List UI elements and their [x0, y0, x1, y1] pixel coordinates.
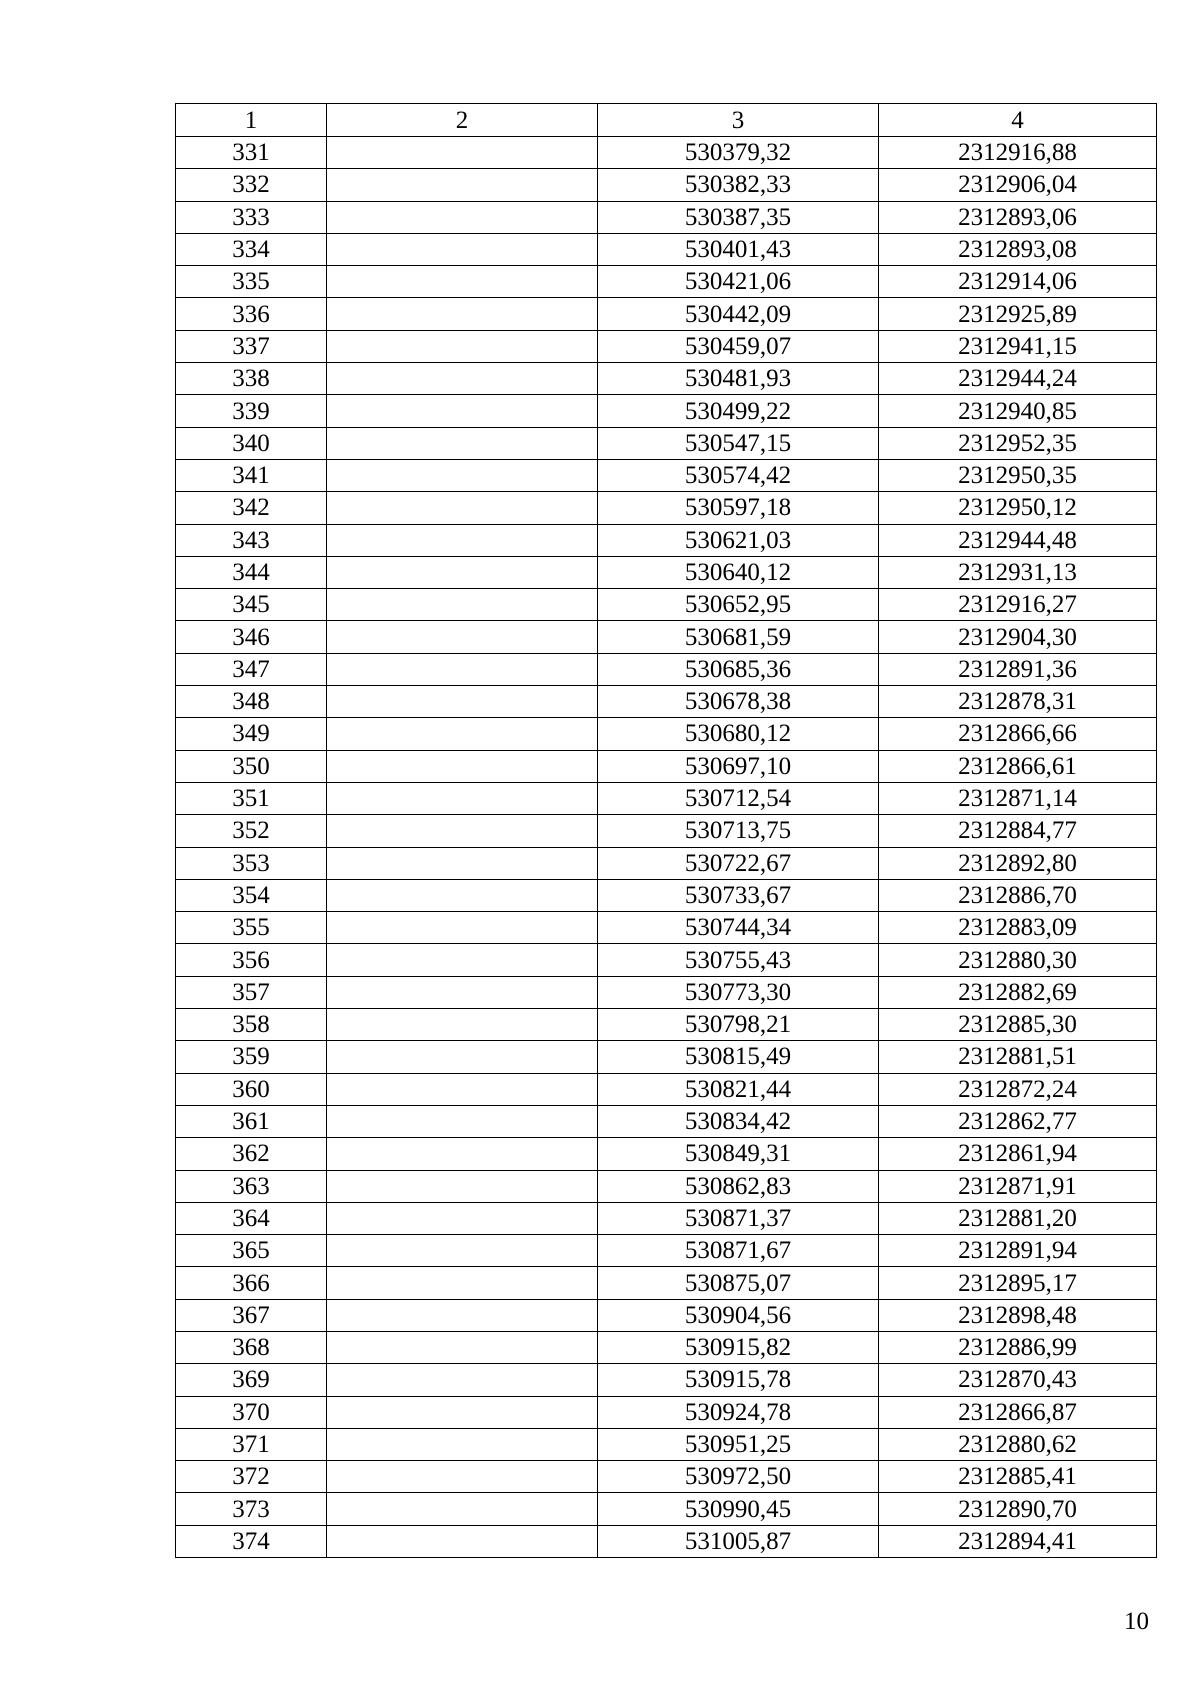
point-number-cell: 369	[176, 1364, 327, 1396]
blank-cell	[327, 879, 598, 911]
y-coordinate-cell: 2312880,62	[879, 1428, 1157, 1460]
column-header-4: 4	[879, 104, 1157, 137]
x-coordinate-cell: 530798,21	[598, 1009, 879, 1041]
blank-cell	[327, 1202, 598, 1234]
table-row	[176, 169, 1157, 201]
blank-cell	[327, 1041, 598, 1073]
point-number-cell: 338	[176, 363, 327, 395]
x-coordinate-cell: 530681,59	[598, 621, 879, 653]
x-coordinate-cell: 530733,67	[598, 879, 879, 911]
point-number-cell: 341	[176, 459, 327, 491]
x-coordinate-cell: 530574,42	[598, 459, 879, 491]
y-coordinate-cell: 2312940,85	[879, 395, 1157, 427]
table-row	[176, 621, 1157, 653]
table-body	[176, 137, 1157, 1558]
table-row	[176, 1461, 1157, 1493]
table-row	[176, 524, 1157, 556]
point-number-cell: 349	[176, 718, 327, 750]
y-coordinate-cell: 2312878,31	[879, 686, 1157, 718]
blank-cell	[327, 1073, 598, 1105]
y-coordinate-cell: 2312941,15	[879, 330, 1157, 362]
blank-cell	[327, 686, 598, 718]
table-row	[176, 847, 1157, 879]
x-coordinate-cell: 530862,83	[598, 1170, 879, 1202]
y-coordinate-cell: 2312895,17	[879, 1267, 1157, 1299]
point-number-cell: 354	[176, 879, 327, 911]
y-coordinate-cell: 2312894,41	[879, 1525, 1157, 1557]
x-coordinate-cell: 530834,42	[598, 1105, 879, 1137]
table-row	[176, 718, 1157, 750]
point-number-cell: 361	[176, 1105, 327, 1137]
y-coordinate-cell: 2312885,30	[879, 1009, 1157, 1041]
blank-cell	[327, 1396, 598, 1428]
blank-cell	[327, 201, 598, 233]
y-coordinate-cell: 2312866,61	[879, 750, 1157, 782]
point-number-cell: 345	[176, 589, 327, 621]
table-row	[176, 944, 1157, 976]
table-row	[176, 492, 1157, 524]
column-header-3: 3	[598, 104, 879, 137]
blank-cell	[327, 653, 598, 685]
table-row	[176, 363, 1157, 395]
x-coordinate-cell: 530621,03	[598, 524, 879, 556]
blank-cell	[327, 912, 598, 944]
x-coordinate-cell: 530972,50	[598, 1461, 879, 1493]
x-coordinate-cell: 530871,67	[598, 1235, 879, 1267]
table-row	[176, 1396, 1157, 1428]
point-number-cell: 366	[176, 1267, 327, 1299]
x-coordinate-cell: 530871,37	[598, 1202, 879, 1234]
y-coordinate-cell: 2312950,35	[879, 459, 1157, 491]
x-coordinate-cell: 530875,07	[598, 1267, 879, 1299]
header-row	[176, 104, 1157, 137]
blank-cell	[327, 363, 598, 395]
table-row	[176, 1202, 1157, 1234]
table-row	[176, 1170, 1157, 1202]
table-row	[176, 330, 1157, 362]
table-header	[176, 104, 1157, 137]
y-coordinate-cell: 2312931,13	[879, 556, 1157, 588]
x-coordinate-cell: 530915,82	[598, 1331, 879, 1363]
coordinates-table	[175, 103, 1157, 1558]
y-coordinate-cell: 2312904,30	[879, 621, 1157, 653]
y-coordinate-cell: 2312886,99	[879, 1331, 1157, 1363]
table-row	[176, 395, 1157, 427]
y-coordinate-cell: 2312871,14	[879, 782, 1157, 814]
x-coordinate-cell: 531005,87	[598, 1525, 879, 1557]
blank-cell	[327, 847, 598, 879]
point-number-cell: 360	[176, 1073, 327, 1105]
table-row	[176, 1428, 1157, 1460]
x-coordinate-cell: 530547,15	[598, 427, 879, 459]
point-number-cell: 336	[176, 298, 327, 330]
point-number-cell: 331	[176, 137, 327, 169]
table-row	[176, 427, 1157, 459]
point-number-cell: 350	[176, 750, 327, 782]
y-coordinate-cell: 2312916,27	[879, 589, 1157, 621]
blank-cell	[327, 492, 598, 524]
table-row	[176, 137, 1157, 169]
y-coordinate-cell: 2312861,94	[879, 1138, 1157, 1170]
table-row	[176, 1267, 1157, 1299]
y-coordinate-cell: 2312893,06	[879, 201, 1157, 233]
blank-cell	[327, 266, 598, 298]
blank-cell	[327, 1461, 598, 1493]
blank-cell	[327, 782, 598, 814]
x-coordinate-cell: 530680,12	[598, 718, 879, 750]
blank-cell	[327, 233, 598, 265]
blank-cell	[327, 1525, 598, 1557]
column-header-2: 2	[327, 104, 598, 137]
point-number-cell: 357	[176, 976, 327, 1008]
blank-cell	[327, 1138, 598, 1170]
y-coordinate-cell: 2312880,30	[879, 944, 1157, 976]
blank-cell	[327, 1493, 598, 1525]
x-coordinate-cell: 530481,93	[598, 363, 879, 395]
x-coordinate-cell: 530744,34	[598, 912, 879, 944]
table-row	[176, 1105, 1157, 1137]
x-coordinate-cell: 530773,30	[598, 976, 879, 1008]
table-row	[176, 266, 1157, 298]
blank-cell	[327, 1364, 598, 1396]
blank-cell	[327, 1105, 598, 1137]
point-number-cell: 348	[176, 686, 327, 718]
table-row	[176, 459, 1157, 491]
point-number-cell: 368	[176, 1331, 327, 1363]
y-coordinate-cell: 2312914,06	[879, 266, 1157, 298]
y-coordinate-cell: 2312862,77	[879, 1105, 1157, 1137]
point-number-cell: 358	[176, 1009, 327, 1041]
point-number-cell: 342	[176, 492, 327, 524]
y-coordinate-cell: 2312925,89	[879, 298, 1157, 330]
y-coordinate-cell: 2312885,41	[879, 1461, 1157, 1493]
blank-cell	[327, 718, 598, 750]
y-coordinate-cell: 2312952,35	[879, 427, 1157, 459]
table-row	[176, 1073, 1157, 1105]
blank-cell	[327, 1235, 598, 1267]
table-row	[176, 298, 1157, 330]
x-coordinate-cell: 530722,67	[598, 847, 879, 879]
table-row	[176, 782, 1157, 814]
blank-cell	[327, 395, 598, 427]
point-number-cell: 365	[176, 1235, 327, 1267]
x-coordinate-cell: 530442,09	[598, 298, 879, 330]
blank-cell	[327, 1170, 598, 1202]
table-row	[176, 1299, 1157, 1331]
table-row	[176, 1009, 1157, 1041]
blank-cell	[327, 137, 598, 169]
table-row	[176, 653, 1157, 685]
blank-cell	[327, 1299, 598, 1331]
table-row	[176, 556, 1157, 588]
point-number-cell: 352	[176, 815, 327, 847]
blank-cell	[327, 459, 598, 491]
x-coordinate-cell: 530678,38	[598, 686, 879, 718]
point-number-cell: 337	[176, 330, 327, 362]
point-number-cell: 344	[176, 556, 327, 588]
point-number-cell: 340	[176, 427, 327, 459]
x-coordinate-cell: 530387,35	[598, 201, 879, 233]
x-coordinate-cell: 530951,25	[598, 1428, 879, 1460]
table-row	[176, 1493, 1157, 1525]
point-number-cell: 359	[176, 1041, 327, 1073]
x-coordinate-cell: 530459,07	[598, 330, 879, 362]
y-coordinate-cell: 2312882,69	[879, 976, 1157, 1008]
blank-cell	[327, 1267, 598, 1299]
blank-cell	[327, 298, 598, 330]
x-coordinate-cell: 530713,75	[598, 815, 879, 847]
point-number-cell: 343	[176, 524, 327, 556]
table-row	[176, 233, 1157, 265]
y-coordinate-cell: 2312886,70	[879, 879, 1157, 911]
point-number-cell: 333	[176, 201, 327, 233]
point-number-cell: 347	[176, 653, 327, 685]
y-coordinate-cell: 2312871,91	[879, 1170, 1157, 1202]
x-coordinate-cell: 530712,54	[598, 782, 879, 814]
y-coordinate-cell: 2312881,20	[879, 1202, 1157, 1234]
blank-cell	[327, 589, 598, 621]
blank-cell	[327, 1428, 598, 1460]
point-number-cell: 335	[176, 266, 327, 298]
point-number-cell: 362	[176, 1138, 327, 1170]
table-row	[176, 201, 1157, 233]
y-coordinate-cell: 2312891,94	[879, 1235, 1157, 1267]
x-coordinate-cell: 530499,22	[598, 395, 879, 427]
table-row	[176, 1364, 1157, 1396]
table-row	[176, 976, 1157, 1008]
y-coordinate-cell: 2312893,08	[879, 233, 1157, 265]
x-coordinate-cell: 530652,95	[598, 589, 879, 621]
x-coordinate-cell: 530815,49	[598, 1041, 879, 1073]
blank-cell	[327, 524, 598, 556]
table-row	[176, 589, 1157, 621]
point-number-cell: 351	[176, 782, 327, 814]
y-coordinate-cell: 2312898,48	[879, 1299, 1157, 1331]
y-coordinate-cell: 2312944,24	[879, 363, 1157, 395]
x-coordinate-cell: 530379,32	[598, 137, 879, 169]
point-number-cell: 334	[176, 233, 327, 265]
y-coordinate-cell: 2312866,66	[879, 718, 1157, 750]
point-number-cell: 346	[176, 621, 327, 653]
y-coordinate-cell: 2312872,24	[879, 1073, 1157, 1105]
point-number-cell: 353	[176, 847, 327, 879]
point-number-cell: 356	[176, 944, 327, 976]
blank-cell	[327, 750, 598, 782]
point-number-cell: 374	[176, 1525, 327, 1557]
x-coordinate-cell: 530755,43	[598, 944, 879, 976]
x-coordinate-cell: 530421,06	[598, 266, 879, 298]
table-row	[176, 1041, 1157, 1073]
point-number-cell: 332	[176, 169, 327, 201]
table-row	[176, 1331, 1157, 1363]
table-row	[176, 879, 1157, 911]
blank-cell	[327, 976, 598, 1008]
point-number-cell: 339	[176, 395, 327, 427]
x-coordinate-cell: 530990,45	[598, 1493, 879, 1525]
y-coordinate-cell: 2312883,09	[879, 912, 1157, 944]
blank-cell	[327, 944, 598, 976]
table-row	[176, 750, 1157, 782]
point-number-cell: 373	[176, 1493, 327, 1525]
blank-cell	[327, 1009, 598, 1041]
y-coordinate-cell: 2312950,12	[879, 492, 1157, 524]
table-row	[176, 815, 1157, 847]
x-coordinate-cell: 530640,12	[598, 556, 879, 588]
x-coordinate-cell: 530924,78	[598, 1396, 879, 1428]
point-number-cell: 364	[176, 1202, 327, 1234]
table-row	[176, 912, 1157, 944]
x-coordinate-cell: 530597,18	[598, 492, 879, 524]
y-coordinate-cell: 2312892,80	[879, 847, 1157, 879]
y-coordinate-cell: 2312944,48	[879, 524, 1157, 556]
blank-cell	[327, 330, 598, 362]
blank-cell	[327, 621, 598, 653]
y-coordinate-cell: 2312891,36	[879, 653, 1157, 685]
blank-cell	[327, 556, 598, 588]
x-coordinate-cell: 530821,44	[598, 1073, 879, 1105]
x-coordinate-cell: 530697,10	[598, 750, 879, 782]
y-coordinate-cell: 2312890,70	[879, 1493, 1157, 1525]
table-row	[176, 1525, 1157, 1557]
point-number-cell: 371	[176, 1428, 327, 1460]
blank-cell	[327, 815, 598, 847]
y-coordinate-cell: 2312916,88	[879, 137, 1157, 169]
blank-cell	[327, 427, 598, 459]
x-coordinate-cell: 530915,78	[598, 1364, 879, 1396]
page-number: 10	[1124, 1608, 1149, 1635]
blank-cell	[327, 169, 598, 201]
x-coordinate-cell: 530849,31	[598, 1138, 879, 1170]
point-number-cell: 363	[176, 1170, 327, 1202]
table-row	[176, 686, 1157, 718]
x-coordinate-cell: 530382,33	[598, 169, 879, 201]
point-number-cell: 355	[176, 912, 327, 944]
y-coordinate-cell: 2312866,87	[879, 1396, 1157, 1428]
point-number-cell: 370	[176, 1396, 327, 1428]
x-coordinate-cell: 530685,36	[598, 653, 879, 685]
blank-cell	[327, 1331, 598, 1363]
y-coordinate-cell: 2312870,43	[879, 1364, 1157, 1396]
x-coordinate-cell: 530904,56	[598, 1299, 879, 1331]
table-row	[176, 1138, 1157, 1170]
point-number-cell: 367	[176, 1299, 327, 1331]
y-coordinate-cell: 2312906,04	[879, 169, 1157, 201]
column-header-1: 1	[176, 104, 327, 137]
table-row	[176, 1235, 1157, 1267]
y-coordinate-cell: 2312884,77	[879, 815, 1157, 847]
x-coordinate-cell: 530401,43	[598, 233, 879, 265]
y-coordinate-cell: 2312881,51	[879, 1041, 1157, 1073]
point-number-cell: 372	[176, 1461, 327, 1493]
